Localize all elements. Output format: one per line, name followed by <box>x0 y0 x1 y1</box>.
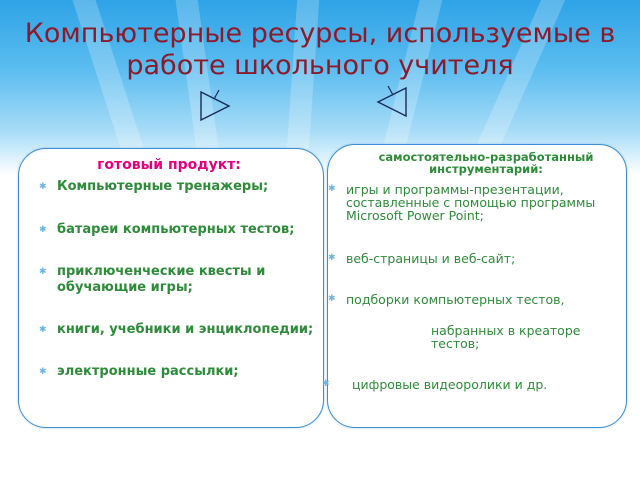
page-title: Компьютерные ресурсы, используемые в работе школьного учителя <box>24 18 616 81</box>
bullet-icon: ✱ <box>39 225 47 235</box>
bullet-icon: ✱ <box>328 184 336 194</box>
bullet-icon: ✱ <box>39 325 47 335</box>
list-item: ✱ батареи компьютерных тестов; <box>39 222 295 237</box>
list-item: ✱ игры и программы-презентации, составленные с помощью программы Microsoft Power Point; <box>328 182 596 223</box>
bullet-icon: ✱ <box>328 253 336 263</box>
list-item: ✱ цифровые видеоролики и др. <box>322 377 548 392</box>
list-item: ✱ веб-страницы и веб-сайт; <box>328 251 516 266</box>
self-developed-panel <box>322 144 627 428</box>
bullet-icon: ✱ <box>328 294 336 304</box>
list-item-continuation: набранных в креаторе тестов; <box>431 323 581 351</box>
list-item: ✱ приключенческие квесты и обучающие игры; <box>39 264 266 295</box>
list-item: ✱ Компьютерные тренажеры; <box>39 179 269 194</box>
self-developed-heading: самостоятельно-разработанный инструментарий: <box>378 150 594 176</box>
ready-product-list <box>39 179 317 380</box>
bullet-icon: ✱ <box>322 379 330 389</box>
bullet-icon: ✱ <box>39 367 47 377</box>
triangle-right-icon <box>373 84 409 120</box>
list-item: ✱ электронные рассылки; <box>39 364 239 379</box>
self-developed-list <box>322 182 621 392</box>
triangle-left-icon <box>198 88 234 124</box>
ready-product-heading: готовый продукт: <box>97 157 241 173</box>
ready-product-panel <box>18 148 324 428</box>
bullet-icon: ✱ <box>39 267 47 277</box>
list-item: ✱ книги, учебники и энциклопедии; <box>39 322 314 337</box>
bullet-icon: ✱ <box>39 182 47 192</box>
list-item: ✱ подборки компьютерных тестов, <box>328 292 565 307</box>
